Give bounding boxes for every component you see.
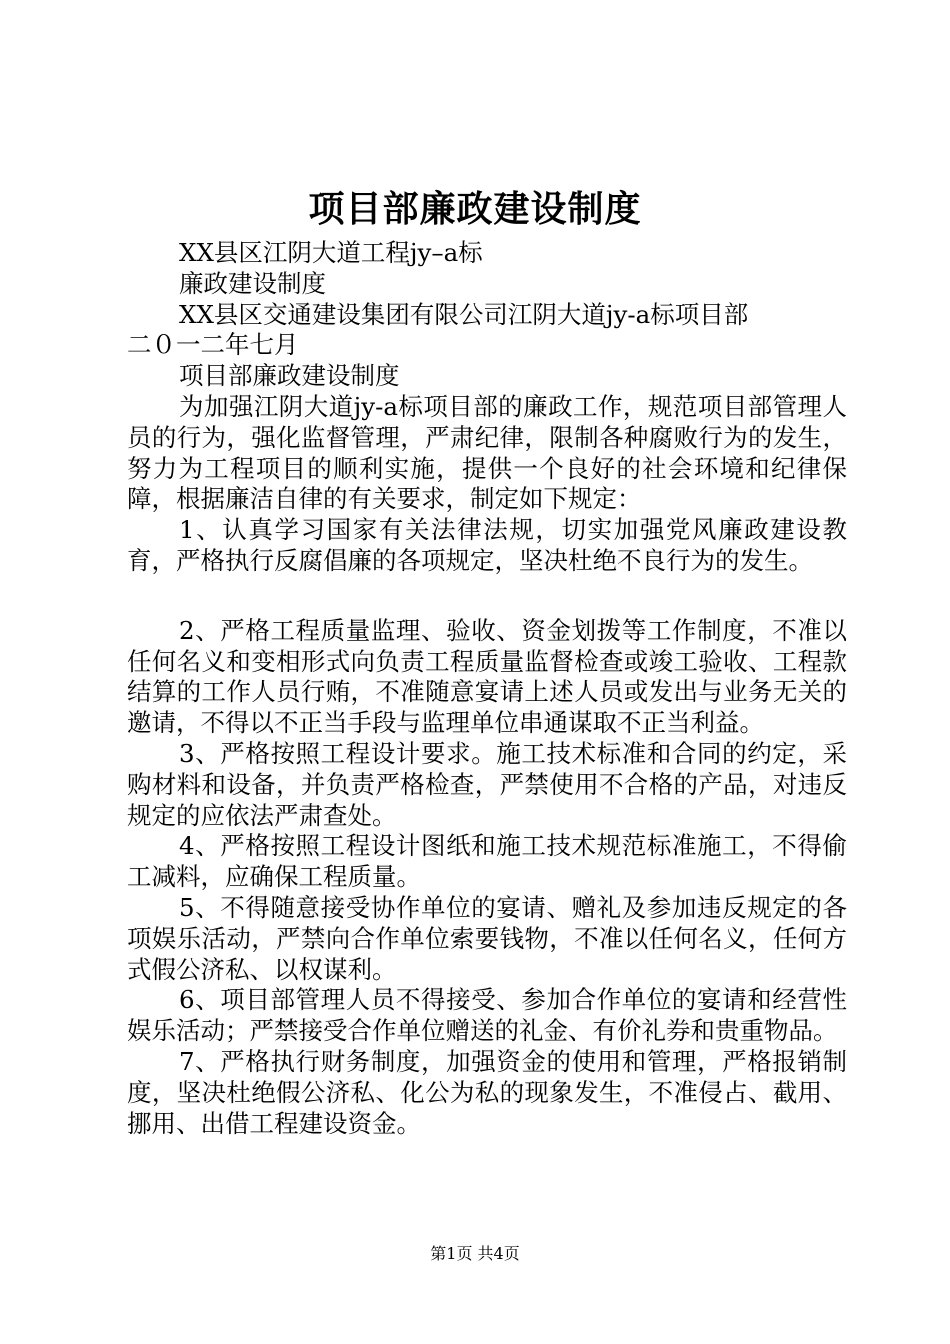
page-number-footer: 第1页 共4页 [430,1244,520,1263]
subtitle-line: 廉政建设制度 [179,268,326,298]
rule-paragraph-6: 6、项目部管理人员不得接受、参加合作单位的宴请和经营性娱乐活动；严禁接受合作单位赠送的礼金、有价礼券和贵重物品。 [127,985,847,1046]
rule-paragraph-1: 1、认真学习国家有关法律法规，切实加强党风廉政建设教育，严格执行反腐倡廉的各项规定，坚决杜绝不良行为的发生。 [127,515,847,575]
rule-paragraph-7: 7、严格执行财务制度，加强资金的使用和管理，严格报销制度，坚决杜绝假公济私、化公为私的现象发生，不准侵占、截用、挪用、出借工程建设资金。 [127,1046,847,1138]
project-name-line: XX县区江阴大道工程jy–a标 [179,238,483,267]
intro-paragraph: 为加强江阴大道jy-a标项目部的廉政工作，规范项目部管理人员的行为，强化监督管理，严肃纪律，限制各种腐败行为的发生，努力为工程项目的顺利实施，提供一个良好的社会环境和纪律保障，根据廉洁自律的有关要求，制定如下规定： [127,391,847,514]
date-line: 二０一二年七月 [127,330,299,360]
document-title: 项目部廉政建设制度 [308,188,642,230]
rule-paragraph-5: 5、不得随意接受协作单位的宴请、赠礼及参加违反规定的各项娱乐活动，严禁向合作单位索要钱物，不准以任何名义，任何方式假公济私、以权谋利。 [127,892,847,984]
section-heading: 项目部廉政建设制度 [179,361,400,391]
rule-paragraph-2: 2、严格工程质量监理、验收、资金划拨等工作制度，不准以任何名义和变相形式向负责工程质量监督检查或竣工验收、工程款结算的工作人员行贿，不准随意宴请上述人员或发出与业务无关的邀请，不得以不正当手段与监理单位串通谋取不正当利益。 [127,615,847,738]
rule-paragraph-4: 4、严格按照工程设计图纸和施工技术规范标准施工，不得偷工减料，应确保工程质量。 [127,831,847,892]
organization-line: XX县区交通建设集团有限公司江阴大道jy-a标项目部 [179,299,749,329]
document-body [127,238,847,1139]
paragraph-gap [127,577,847,616]
rule-paragraph-3: 3、严格按照工程设计要求。施工技术标准和合同的约定，采购材料和设备，并负责严格检查，严禁使用不合格的产品，对违反规定的应依法严肃查处。 [127,738,847,830]
